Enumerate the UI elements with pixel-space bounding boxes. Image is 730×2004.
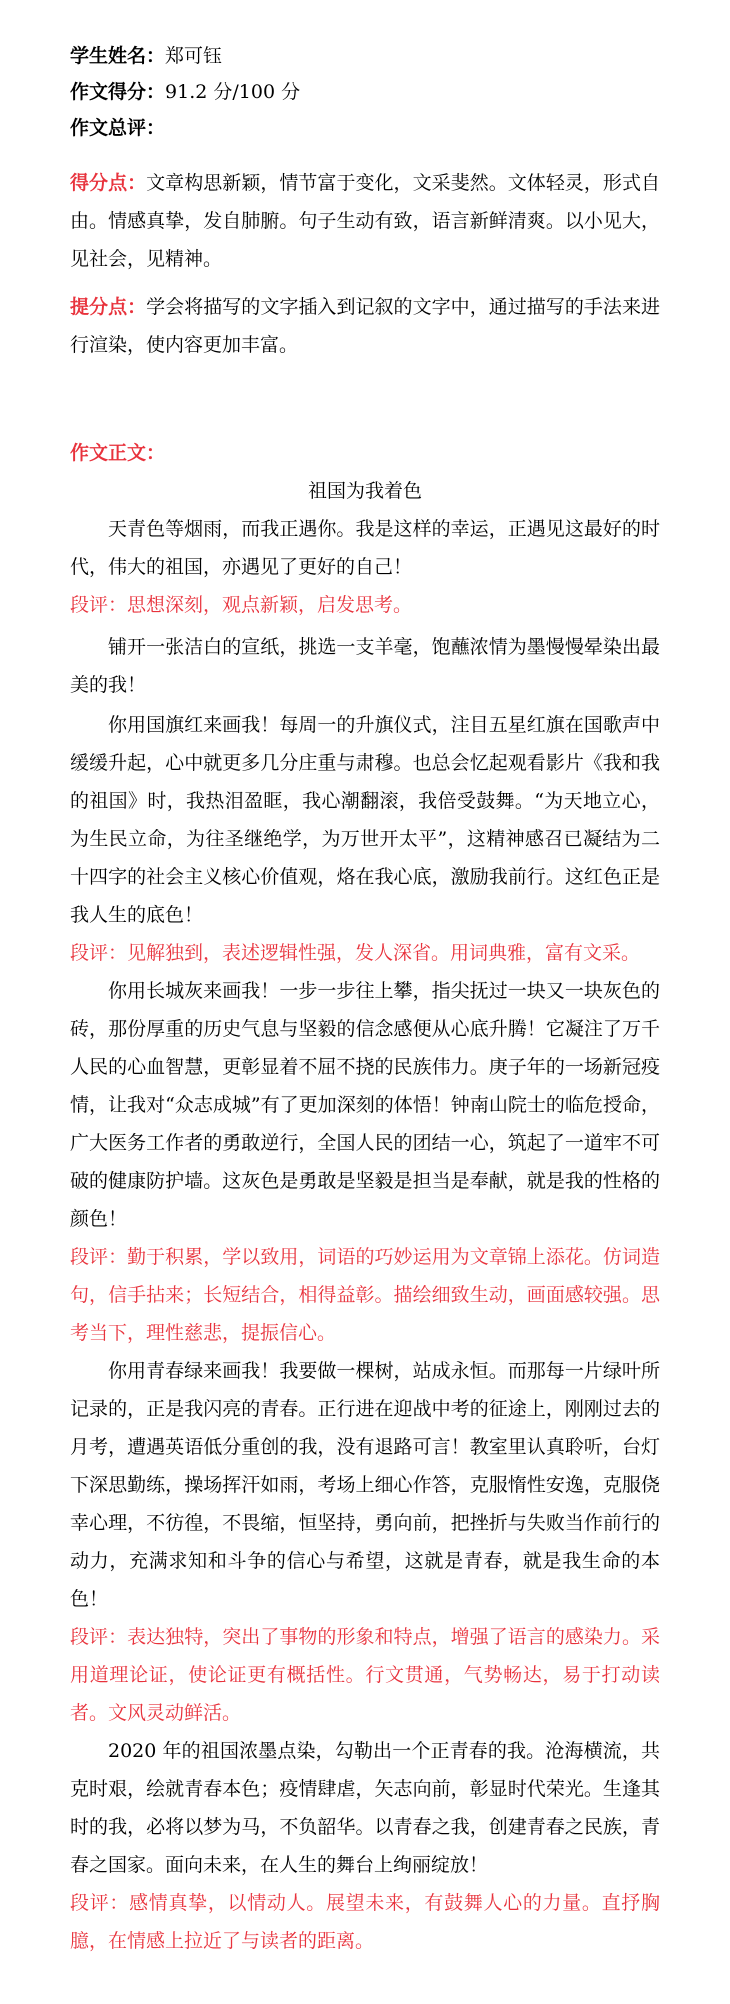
improve-text: 学会将描写的文字插入到记叙的文字中，通过描写的手法来进行渲染，使内容更加丰富。 [70, 296, 660, 356]
essay-section-heading [70, 434, 660, 472]
paragraph-comment-3: 段评：见解独到，表述逻辑性强，发人深省。用词典雅，富有文采。 [70, 942, 641, 964]
essay-title: 祖国为我着色 [307, 480, 422, 502]
strengths-text: 文章构思新颖，情节富于变化，文采斐然。文体轻灵，形式自由。情感真挚，发自肺腑。句子生动有致，语言新鲜清爽。以小见大，见社会，见精神。 [70, 172, 660, 270]
essay-paragraph-3: 你用国旗红来画我！每周一的升旗仪式，注目五星红旗在国歌声中缓缓升起，心中就更多几分庄重与肃穆。也总会忆起观看影片《我和我的祖国》时，我热泪盈眶，我心潮翻滚，我倍受鼓舞。“为天地立心，为生民立命，为往圣继绝学，为万世开太平”，这精神感召已凝结为二十四字的社会主义核心价值观，烙在我心底，激励我前行。这红色正是我人生的底色！ [70, 714, 660, 926]
score-label: 作文得分： [70, 81, 166, 103]
strengths-label: 得分点： [70, 172, 147, 194]
paragraph-comment-4: 段评：勤于积累，学以致用，词语的巧妙运用为文章锦上添花。仿词造句，信手拈来；长短结合，相得益彰。描绘细致生动，画面感较强。思考当下，理性慈悲，提振信心。 [70, 1246, 660, 1344]
paragraph-comment-5: 段评：表达独特，突出了事物的形象和特点，增强了语言的感染力。采用道理论证，使论证更有概括性。行文贯通，气势畅达，易于打动读者。文风灵动鲜活。 [70, 1626, 660, 1724]
paragraph-comment-1: 段评：思想深刻，观点新颖，启发思考。 [70, 594, 413, 616]
review-heading [70, 112, 660, 144]
review-label: 作文总评： [70, 117, 166, 139]
student-name-label: 学生姓名： [70, 45, 166, 67]
strengths-block [70, 164, 660, 278]
score-value: 91.2 分/100 分 [165, 81, 301, 103]
student-name: 郑可钰 [165, 45, 223, 67]
improve-label: 提分点： [70, 296, 147, 318]
essay-paragraph-2: 铺开一张洁白的宣纸，挑选一支羊毫，饱蘸浓情为墨慢慢晕染出最美的我！ [70, 636, 660, 696]
score-line [70, 76, 660, 108]
document-page [70, 40, 660, 1960]
improve-block [70, 288, 660, 364]
essay-paragraph-1: 天青色等烟雨，而我正遇你。我是这样的幸运，正遇见这最好的时代，伟大的祖国，亦遇见了更好的自己！ [70, 518, 660, 578]
paragraph-comment-6: 段评：感情真挚，以情动人。展望未来，有鼓舞人心的力量。直抒胸臆，在情感上拉近了与读者的距离。 [70, 1892, 660, 1952]
essay-section-label: 作文正文： [70, 442, 166, 464]
essay-paragraph-5: 你用青春绿来画我！我要做一棵树，站成永恒。而那每一片绿叶所记录的，正是我闪亮的青春。正行进在迎战中考的征途上，刚刚过去的月考，遭遇英语低分重创的我，没有退路可言！教室里认真聆听，台灯下深思勤练，操场挥汗如雨，考场上细心作答，克服惰性安逸，克服侥幸心理，不彷徨，不畏缩，恒坚持，勇向前，把挫折与失败当作前行的动力，充满求知和斗争的信心与希望，这就是青春，就是我生命的本色！ [70, 1360, 660, 1610]
essay-paragraph-6: 2020 年的祖国浓墨点染，勾勒出一个正青春的我。沧海横流，共克时艰，绘就青春本色；疫情肆虐，矢志向前，彰显时代荣光。生逢其时的我，必将以梦为马，不负韶华。以青春之我，创建青春之民族，青春之国家。面向未来，在人生的舞台上绚丽绽放！ [70, 1740, 660, 1876]
student-name-line [70, 40, 660, 72]
essay-paragraph-4: 你用长城灰来画我！一步一步往上攀，指尖抚过一块又一块灰色的砖，那份厚重的历史气息与坚毅的信念感便从心底升腾！它凝注了万千人民的心血智慧，更彰显着不屈不挠的民族伟力。庚子年的一场新冠疫情，让我对“众志成城”有了更加深刻的体悟！钟南山院士的临危授命，广大医务工作者的勇敢逆行，全国人民的团结一心，筑起了一道牢不可破的健康防护墙。这灰色是勇敢是坚毅是担当是奉献，就是我的性格的颜色！ [70, 980, 660, 1230]
